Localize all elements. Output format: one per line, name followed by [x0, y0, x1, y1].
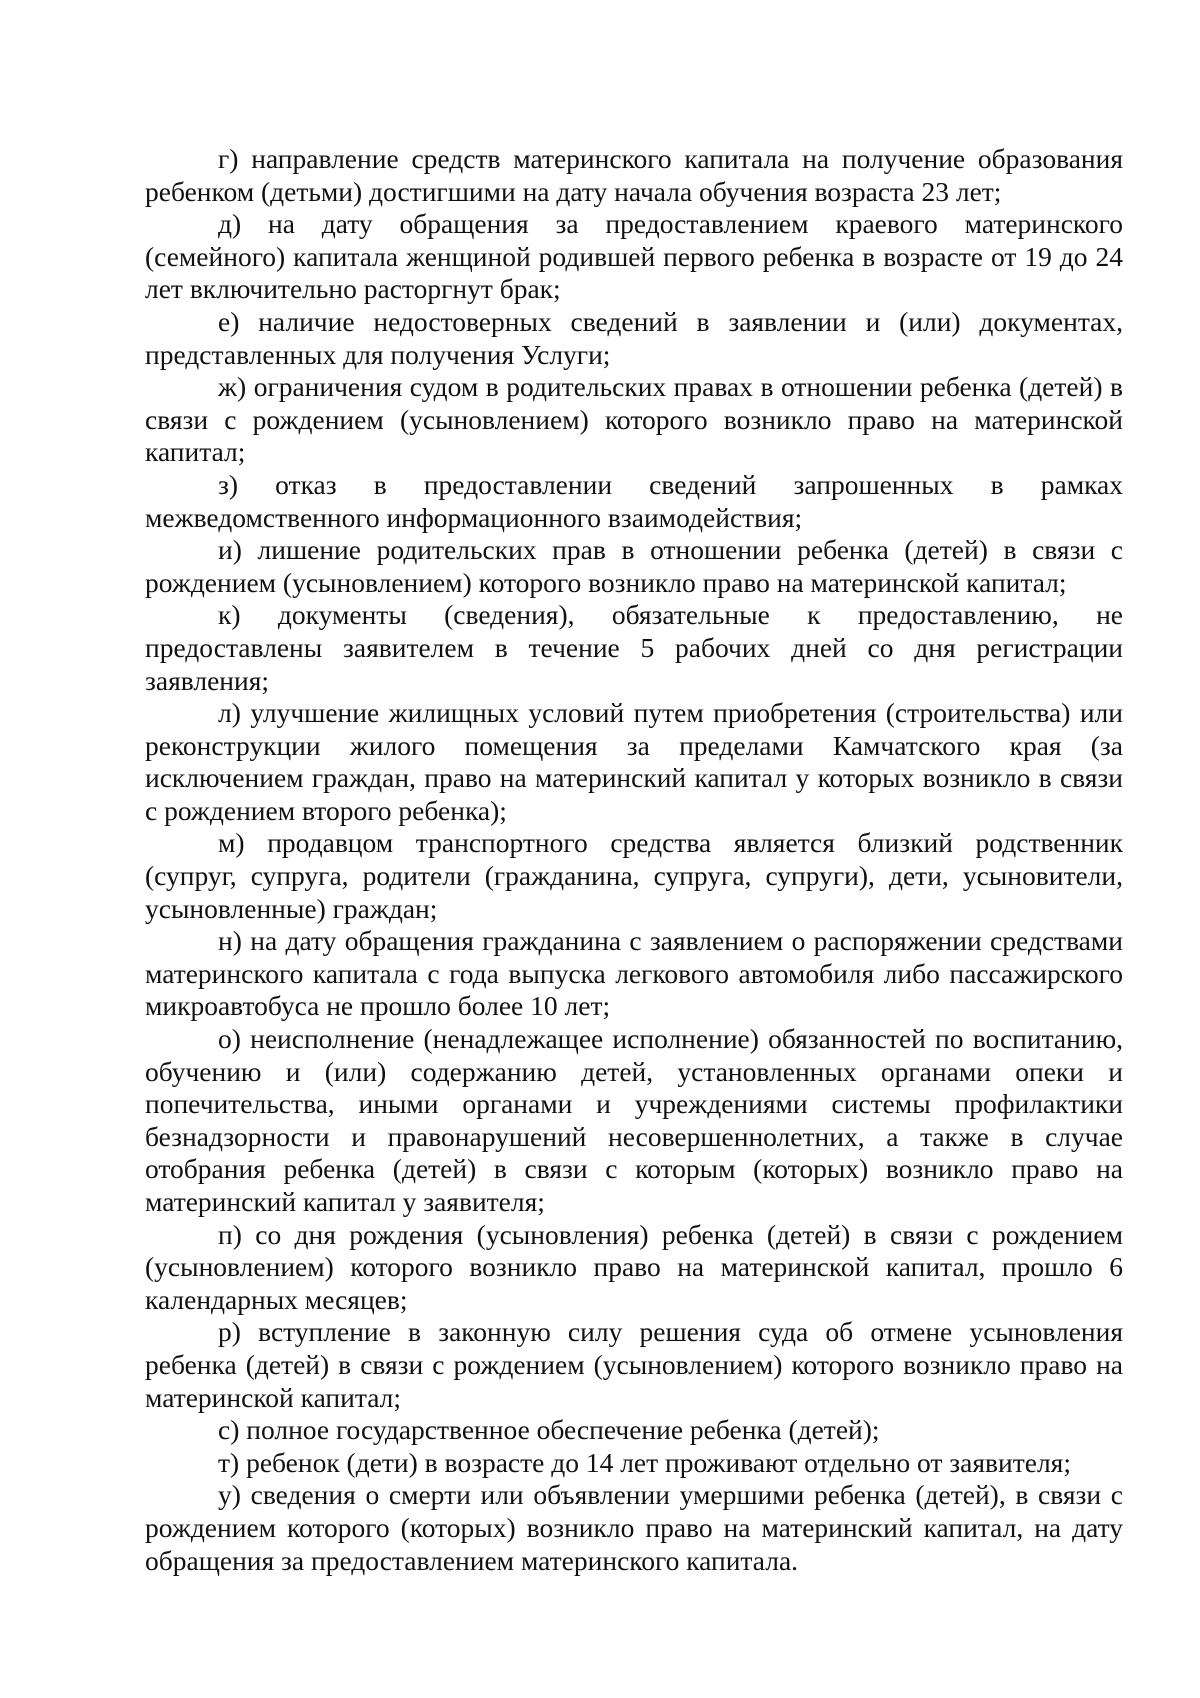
list-item — [145, 1479, 1123, 1577]
item-text: со дня рождения (усыновления) ребенка (детей) в связи с рождением (усыновлением) которого возникло право на материнской капитал, прошло 6 календарных месяцев; — [145, 1218, 1124, 1315]
list-item — [145, 371, 1123, 469]
item-text: сведения о смерти или объявлении умершими ребенка (детей), в связи с рождением которого (которых) возникло право на материнский капитал, на дату обращения за предоставлением материнского капитала. — [145, 1479, 1123, 1576]
item-text: полное государственное обеспечение ребенка (детей); — [246, 1414, 880, 1446]
item-text: на дату обращения за предоставлением краевого материнского (семейного) капитала женщиной родившей первого ребенка в возрасте от 19 до 24 лет включительно расторгнут брак; — [145, 208, 1123, 305]
list-item — [145, 1316, 1123, 1414]
list-item — [145, 599, 1123, 697]
item-marker: н) — [218, 925, 242, 957]
list-item — [145, 1219, 1123, 1317]
item-marker: е) — [218, 305, 240, 337]
item-text: направление средств материнского капитала на получение образования ребенком (детьми) достигшими на дату начала обучения возраста 23 лет; — [145, 143, 1123, 207]
item-text: ограничения судом в родительских правах в отношении ребенка (детей) в связи с рождением (усыновлением) которого возникло право на материнской капитал; — [145, 371, 1123, 468]
list-item — [145, 1023, 1123, 1219]
item-marker: п) — [218, 1218, 242, 1250]
item-marker: м) — [218, 827, 245, 859]
item-marker: л) — [218, 697, 241, 729]
list-item — [145, 208, 1123, 306]
list-item — [145, 697, 1123, 827]
item-text: неисполнение (ненадлежащее исполнение) обязанностей по воспитанию, обучению и (или) содержанию детей, установленных органами опеки и попечительства, иными органами и учреждениями системы профилактики безнадзорности и правонарушений несовершеннолетних, а также в случае отобрания ребенка (детей) в связи с которым (которых) возникло право на материнский капитал у заявителя; — [145, 1023, 1123, 1217]
item-text: вступление в законную силу решения суда об отмене усыновления ребенка (детей) в связи с рождением (усыновлением) которого возникло право на материнской капитал; — [145, 1316, 1123, 1413]
list-item — [145, 827, 1123, 925]
item-text: улучшение жилищных условий путем приобретения (строительства) или реконструкции жилого помещения за пределами Камчатского края (за исключением граждан, право на материнский капитал у которых возникло в связи с рождением второго ребенка); — [145, 697, 1123, 826]
item-marker: ж) — [218, 371, 247, 403]
item-text: ребенок (дети) в возрасте до 14 лет проживают отдельно от заявителя; — [246, 1446, 1071, 1478]
item-marker: о) — [218, 1023, 241, 1055]
item-text: отказ в предоставлении сведений запрошенных в рамках межведомственного информационного взаимодействия; — [145, 468, 1123, 533]
list-item — [145, 469, 1123, 534]
item-marker: и) — [218, 534, 242, 566]
list-item — [145, 1447, 1123, 1480]
list-item — [145, 925, 1123, 1023]
item-marker: к) — [218, 599, 241, 631]
item-text: продавцом транспортного средства является близкий родственник (супруг, супруга, родители (гражданина, супруга, супруги), дети, усыновители, усыновленные) граждан; — [145, 827, 1124, 924]
list-item — [145, 306, 1123, 371]
item-marker: г) — [218, 143, 239, 174]
item-text: на дату обращения гражданина с заявлением о распоряжении средствами материнского капитала с года выпуска легкового автомобиля либо пассажирского микроавтобуса не прошло более 10 лет; — [145, 925, 1124, 1022]
item-marker: з) — [218, 468, 239, 500]
item-text: документы (сведения), обязательные к предоставлению, не предоставлены заявителем в течение 5 рабочих дней со дня регистрации заявления; — [145, 599, 1123, 696]
item-marker: р) — [218, 1316, 241, 1348]
item-text: наличие недостоверных сведений в заявлении и (или) документах, представленных для получения Услуги; — [145, 305, 1124, 370]
document-body — [145, 143, 1123, 1577]
item-marker: д) — [218, 208, 242, 240]
list-item — [145, 534, 1123, 599]
item-marker: с) — [218, 1414, 240, 1446]
list-item — [145, 143, 1123, 208]
item-text: лишение родительских прав в отношении ребенка (детей) в связи с рождением (усыновлением) которого возникло право на материнской капитал; — [145, 534, 1123, 598]
item-marker: т) — [218, 1446, 240, 1478]
list-item — [145, 1414, 1123, 1447]
item-marker: у) — [218, 1479, 241, 1511]
